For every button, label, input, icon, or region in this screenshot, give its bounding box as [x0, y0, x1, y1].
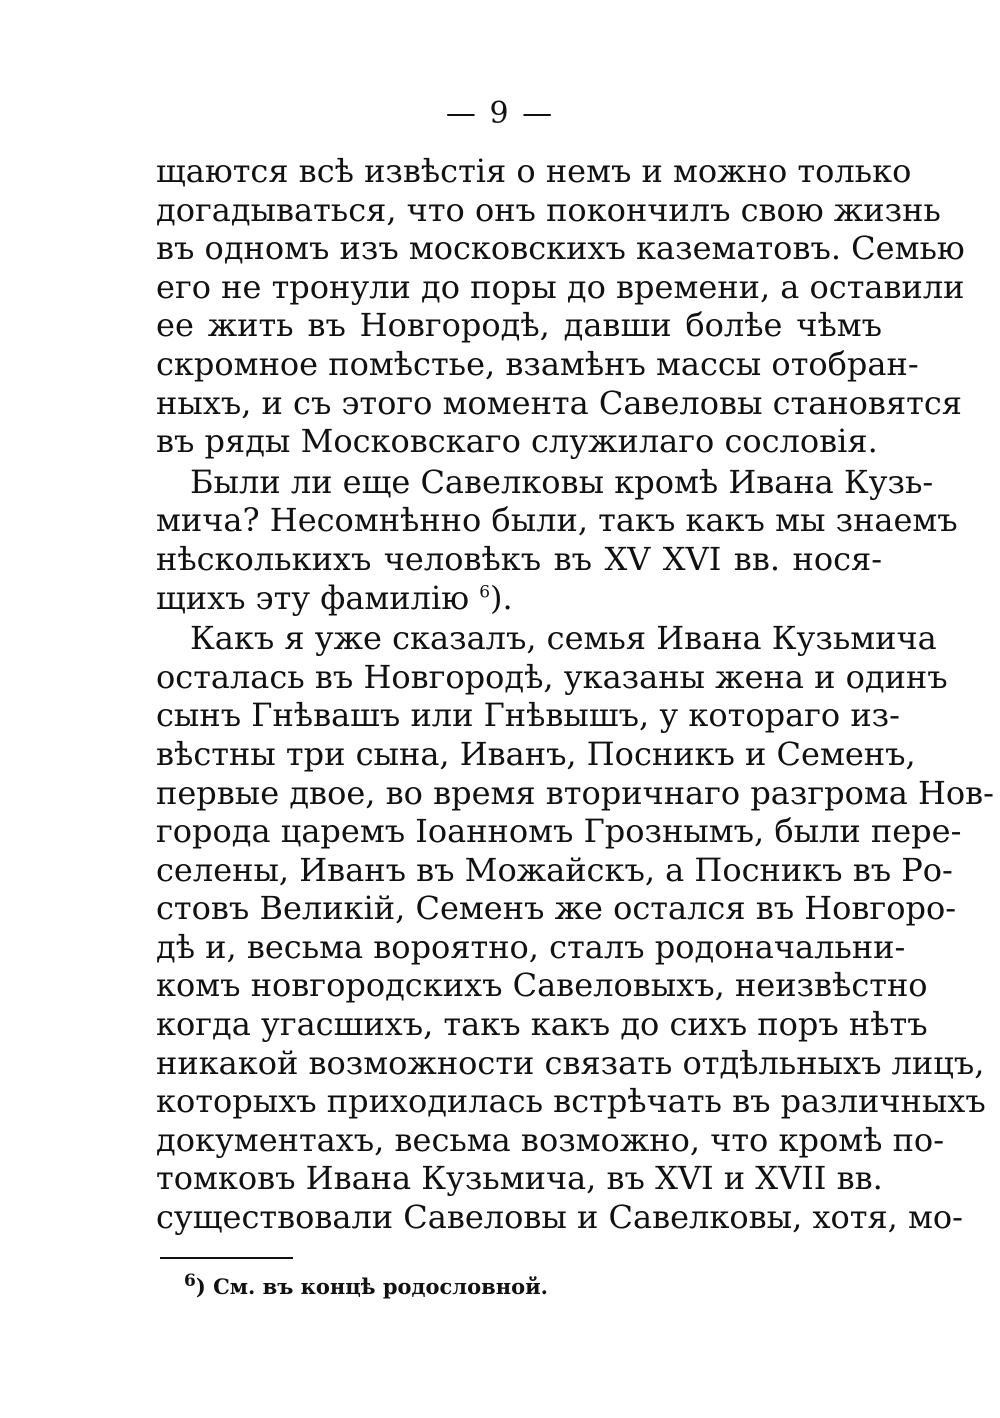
text-line: въ одномъ изъ московскихъ казематовъ. Семью: [156, 229, 965, 268]
footnote-reference: 6: [479, 581, 491, 602]
footnote-separator: [160, 1257, 293, 1259]
text-line: догадываться, что онъ покончилъ свою жизнь: [156, 190, 941, 229]
text-line: стовъ Великій, Семенъ же остался въ Новгоро-: [156, 889, 957, 928]
footnote: [184, 1271, 548, 1299]
text-line: въ ряды Московскаго служилаго сословія.: [156, 422, 878, 461]
text-line: никакой возможности связать отдѣльныхъ лицъ,: [156, 1043, 985, 1082]
text-line: документахъ, весьма возможно, что кромѣ по-: [156, 1120, 944, 1159]
paragraph: [156, 462, 958, 617]
text-line: [156, 579, 882, 618]
text-line: ныхъ, и съ этого момента Савеловы становятся: [156, 383, 962, 422]
text-line: дѣ и, весьма вороятно, сталъ родоначальни-: [156, 927, 906, 966]
paragraph: [156, 619, 994, 1237]
paragraph: [156, 152, 965, 461]
text-line: ее жить въ Новгородѣ, давши болѣе чѣмъ: [156, 306, 882, 345]
text-line: комъ новгородскихъ Савеловыхъ, неизвѣстно: [156, 966, 928, 1005]
footnote-text: ) См. въ концѣ родословной.: [195, 1274, 548, 1299]
page-number: — 9 —: [445, 96, 555, 131]
text-line: скромное помѣстье, взамѣнъ массы отобран-: [156, 344, 919, 383]
text-line: щаются всѣ извѣстія о немъ и можно только: [156, 152, 912, 190]
text-line: его не тронули до поры до времени, а оставили: [156, 267, 965, 306]
text-line: мича? Несомнѣнно были, такъ какъ мы знаемъ: [156, 501, 958, 540]
text-line: нѣсколькихъ человѣкъ въ XV XVI вв. нося-: [156, 539, 882, 578]
text-line: Какъ я уже сказалъ, семья Ивана Кузьмича: [190, 619, 937, 658]
text-line: первые двое, во время вторичнаго разгрома Нов-: [156, 773, 994, 812]
text-line: города царемъ Іоанномъ Грознымъ, были пере-: [156, 812, 962, 851]
text-line: существовали Савеловы и Савелковы, хотя, мо-: [156, 1198, 963, 1237]
text-line: томковъ Ивана Кузьмича, въ XVI и XVII вв.: [156, 1159, 883, 1198]
text-line: Были ли еще Савелковы кромѣ Ивана Кузь-: [190, 462, 934, 501]
text-line: вѣстны три сына, Иванъ, Посникъ и Семенъ,: [156, 734, 916, 773]
text-line-content: щихъ эту фамилію: [156, 578, 470, 617]
text-line: когда угасшихъ, такъ какъ до сихъ поръ нѣтъ: [156, 1005, 928, 1044]
text-line: сынъ Гнѣвашъ или Гнѣвышъ, у котораго из-: [156, 696, 900, 735]
footnote-marker: 6: [184, 1271, 196, 1291]
text-line: селены, Иванъ въ Можайскъ, а Посникъ въ Ро-: [156, 850, 953, 889]
footnote-reference-close: ).: [490, 578, 513, 617]
text-line: которыхъ приходилась встрѣчать въ различныхъ: [156, 1082, 986, 1121]
body-text: [156, 152, 994, 1237]
text-line: осталась въ Новгородѣ, указаны жена и одинъ: [156, 657, 948, 696]
